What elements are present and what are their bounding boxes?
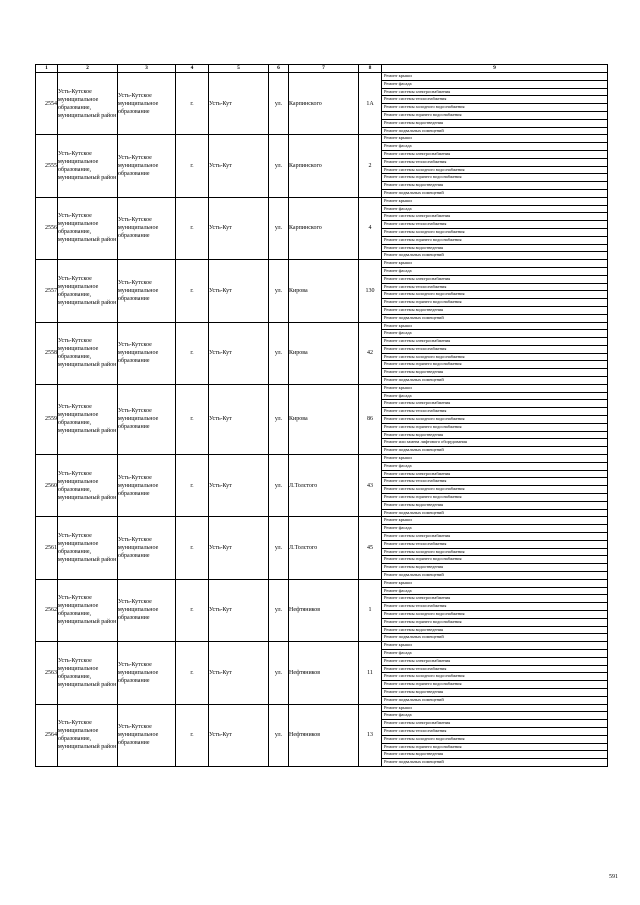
street-type: ул. bbox=[269, 322, 289, 384]
work-item: Ремонт фасада bbox=[382, 712, 607, 720]
work-item: Ремонт системы электроснабжения bbox=[382, 658, 607, 666]
work-item: Ремонт системы горячего водоснабжения bbox=[382, 361, 607, 369]
city-name: Усть-Кут bbox=[209, 455, 269, 517]
city-name: Усть-Кут bbox=[209, 642, 269, 704]
municipal-entity: Усть-Кутское муниципальное образование bbox=[118, 135, 176, 197]
municipality: Усть-Кутское муниципальное образование, муниципальный район bbox=[58, 197, 118, 259]
work-item: Ремонт системы теплоснабжения bbox=[382, 728, 607, 736]
work-item: Ремонт системы электроснабжения bbox=[382, 276, 607, 284]
street-name: Кирова bbox=[289, 384, 359, 454]
work-item: Ремонт системы горячего водоснабжения bbox=[382, 556, 607, 564]
record-number: 2555 bbox=[36, 135, 58, 197]
locality-type: г. bbox=[176, 260, 209, 322]
work-item: Ремонт системы горячего водоснабжения bbox=[382, 744, 607, 752]
municipal-entity: Усть-Кутское муниципальное образование bbox=[118, 517, 176, 579]
work-item: Ремонт системы холодного водоснабжения bbox=[382, 673, 607, 681]
work-item: Ремонт системы холодного водоснабжения bbox=[382, 354, 607, 362]
locality-type: г. bbox=[176, 197, 209, 259]
municipal-entity: Усть-Кутское муниципальное образование bbox=[118, 260, 176, 322]
table-row bbox=[36, 260, 608, 322]
work-item: Ремонт системы холодного водоснабжения bbox=[382, 167, 607, 175]
col-header-8: 8 bbox=[359, 65, 382, 73]
work-item: Ремонт системы водоотведения bbox=[382, 182, 607, 190]
street-type: ул. bbox=[269, 517, 289, 579]
col-header-2: 2 bbox=[58, 65, 118, 73]
municipal-entity: Усть-Кутское муниципальное образование bbox=[118, 579, 176, 641]
work-item: Ремонт системы теплоснабжения bbox=[382, 346, 607, 354]
work-item: Ремонт подвальных помещений bbox=[384, 447, 444, 453]
municipal-entity: Усть-Кутское муниципальное образование bbox=[118, 642, 176, 704]
work-item: Ремонт системы электроснабжения bbox=[382, 89, 607, 97]
table-row bbox=[36, 322, 608, 384]
street-type: ул. bbox=[269, 704, 289, 766]
work-item: Ремонт крыши bbox=[382, 73, 607, 81]
works-list bbox=[382, 73, 608, 135]
work-item: Ремонт системы теплоснабжения bbox=[382, 603, 607, 611]
municipality: Усть-Кутское муниципальное образование, муниципальный район bbox=[58, 704, 118, 766]
work-item: Ремонт системы электроснабжения bbox=[382, 471, 607, 479]
work-item: Ремонт системы холодного водоснабжения bbox=[382, 416, 607, 424]
municipal-entity: Усть-Кутское муниципальное образование bbox=[118, 73, 176, 135]
house-number: 45 bbox=[359, 517, 382, 579]
work-item: Ремонт системы водоотведения bbox=[382, 307, 607, 315]
municipal-entity: Усть-Кутское муниципальное образование bbox=[118, 455, 176, 517]
locality-type: г. bbox=[176, 579, 209, 641]
work-item: Ремонт системы теплоснабжения bbox=[382, 221, 607, 229]
work-item: Ремонт системы теплоснабжения bbox=[382, 666, 607, 674]
works-list bbox=[382, 704, 608, 766]
work-item: Ремонт системы горячего водоснабжения bbox=[382, 494, 607, 502]
works-list bbox=[382, 642, 608, 704]
work-item: Ремонт системы горячего водоснабжения bbox=[382, 681, 607, 689]
table-row bbox=[36, 642, 608, 704]
work-item: Ремонт или замена лифтового оборудования bbox=[382, 439, 607, 447]
col-header-1: 1 bbox=[36, 65, 58, 73]
municipality: Усть-Кутское муниципальное образование, муниципальный район bbox=[58, 455, 118, 517]
work-item: Ремонт системы горячего водоснабжения bbox=[382, 619, 607, 627]
work-item: Ремонт системы теплоснабжения bbox=[382, 541, 607, 549]
work-item: Ремонт системы водоотведения bbox=[382, 689, 607, 697]
work-item: Ремонт фасада bbox=[382, 463, 607, 471]
record-number: 2561 bbox=[36, 517, 58, 579]
work-item: Ремонт системы холодного водоснабжения bbox=[382, 611, 607, 619]
work-item: Ремонт подвальных помещений bbox=[384, 377, 444, 383]
locality-type: г. bbox=[176, 322, 209, 384]
table-body bbox=[36, 73, 608, 767]
municipality: Усть-Кутское муниципальное образование, муниципальный район bbox=[58, 642, 118, 704]
city-name: Усть-Кут bbox=[209, 704, 269, 766]
work-item: Ремонт фасада bbox=[382, 588, 607, 596]
work-item: Ремонт подвальных помещений bbox=[384, 314, 444, 320]
municipality: Усть-Кутское муниципальное образование, муниципальный район bbox=[58, 260, 118, 322]
municipality: Усть-Кутское муниципальное образование, муниципальный район bbox=[58, 517, 118, 579]
work-item: Ремонт системы теплоснабжения bbox=[382, 159, 607, 167]
work-item: Ремонт системы теплоснабжения bbox=[382, 408, 607, 416]
work-item: Ремонт фасада bbox=[382, 143, 607, 151]
col-header-6: 6 bbox=[269, 65, 289, 73]
work-item: Ремонт крыши bbox=[382, 260, 607, 268]
city-name: Усть-Кут bbox=[209, 260, 269, 322]
table-row bbox=[36, 517, 608, 579]
street-name: Л.Толстого bbox=[289, 517, 359, 579]
house-number: 11 bbox=[359, 642, 382, 704]
work-item: Ремонт системы электроснабжения bbox=[382, 151, 607, 159]
municipal-entity: Усть-Кутское муниципальное образование bbox=[118, 197, 176, 259]
work-item: Ремонт системы водоотведения bbox=[382, 751, 607, 759]
works-list bbox=[382, 517, 608, 579]
street-name: Нефтяников bbox=[289, 704, 359, 766]
street-type: ул. bbox=[269, 642, 289, 704]
work-item: Ремонт системы электроснабжения bbox=[382, 595, 607, 603]
work-item: Ремонт крыши bbox=[382, 705, 607, 713]
work-item: Ремонт системы холодного водоснабжения bbox=[382, 486, 607, 494]
street-type: ул. bbox=[269, 455, 289, 517]
record-number: 2560 bbox=[36, 455, 58, 517]
work-item: Ремонт системы водоотведения bbox=[382, 432, 607, 440]
municipality: Усть-Кутское муниципальное образование, муниципальный район bbox=[58, 579, 118, 641]
record-number: 2559 bbox=[36, 384, 58, 454]
city-name: Усть-Кут bbox=[209, 322, 269, 384]
work-item: Ремонт системы теплоснабжения bbox=[382, 284, 607, 292]
city-name: Усть-Кут bbox=[209, 384, 269, 454]
work-item: Ремонт системы водоотведения bbox=[382, 502, 607, 510]
work-item: Ремонт системы горячего водоснабжения bbox=[382, 174, 607, 182]
work-item: Ремонт системы холодного водоснабжения bbox=[382, 104, 607, 112]
work-item: Ремонт подвальных помещений bbox=[384, 252, 444, 258]
street-name: Карпинского bbox=[289, 73, 359, 135]
col-header-4: 4 bbox=[176, 65, 209, 73]
table-row bbox=[36, 704, 608, 766]
city-name: Усть-Кут bbox=[209, 73, 269, 135]
municipal-entity: Усть-Кутское муниципальное образование bbox=[118, 322, 176, 384]
locality-type: г. bbox=[176, 642, 209, 704]
work-item: Ремонт системы холодного водоснабжения bbox=[382, 291, 607, 299]
work-item: Ремонт подвальных помещений bbox=[384, 572, 444, 577]
work-item: Ремонт крыши bbox=[382, 323, 607, 331]
street-type: ул. bbox=[269, 384, 289, 454]
house-number: 1 bbox=[359, 579, 382, 641]
work-item: Ремонт системы теплоснабжения bbox=[382, 478, 607, 486]
municipality: Усть-Кутское муниципальное образование, муниципальный район bbox=[58, 322, 118, 384]
municipality: Усть-Кутское муниципальное образование, муниципальный район bbox=[58, 384, 118, 454]
work-item: Ремонт подвальных помещений bbox=[384, 696, 444, 702]
record-number: 2558 bbox=[36, 322, 58, 384]
table-row bbox=[36, 135, 608, 197]
record-number: 2564 bbox=[36, 704, 58, 766]
work-item: Ремонт фасада bbox=[382, 650, 607, 658]
house-number: 86 bbox=[359, 384, 382, 454]
work-item: Ремонт подвальных помещений bbox=[384, 509, 444, 515]
work-item: Ремонт фасада bbox=[382, 268, 607, 276]
street-type: ул. bbox=[269, 135, 289, 197]
table-row bbox=[36, 579, 608, 641]
work-item: Ремонт системы горячего водоснабжения bbox=[382, 299, 607, 307]
locality-type: г. bbox=[176, 704, 209, 766]
work-item: Ремонт системы электроснабжения bbox=[382, 720, 607, 728]
page-number: 591 bbox=[609, 874, 618, 880]
works-list bbox=[382, 455, 608, 517]
street-name: Нефтяников bbox=[289, 642, 359, 704]
work-item: Ремонт крыши bbox=[382, 385, 607, 393]
work-item: Ремонт крыши bbox=[382, 455, 607, 463]
street-name: Карпинского bbox=[289, 197, 359, 259]
record-number: 2563 bbox=[36, 642, 58, 704]
municipality: Усть-Кутское муниципальное образование, муниципальный район bbox=[58, 135, 118, 197]
work-item: Ремонт системы электроснабжения bbox=[382, 213, 607, 221]
locality-type: г. bbox=[176, 73, 209, 135]
house-number: 2 bbox=[359, 135, 382, 197]
street-name: Нефтяников bbox=[289, 579, 359, 641]
works-list bbox=[382, 260, 608, 322]
house-number: 13 bbox=[359, 704, 382, 766]
house-number: 1А bbox=[359, 73, 382, 135]
work-item: Ремонт крыши bbox=[382, 135, 607, 143]
register-table bbox=[35, 64, 608, 767]
work-item: Ремонт системы холодного водоснабжения bbox=[382, 736, 607, 744]
work-item: Ремонт подвальных помещений bbox=[384, 759, 444, 765]
street-name: Кирова bbox=[289, 260, 359, 322]
work-item: Ремонт системы холодного водоснабжения bbox=[382, 549, 607, 557]
work-item: Ремонт системы теплоснабжения bbox=[382, 96, 607, 104]
work-item: Ремонт подвальных помещений bbox=[384, 189, 444, 195]
work-item: Ремонт крыши bbox=[382, 517, 607, 525]
street-type: ул. bbox=[269, 197, 289, 259]
street-name: Л.Толстого bbox=[289, 455, 359, 517]
house-number: 130 bbox=[359, 260, 382, 322]
city-name: Усть-Кут bbox=[209, 197, 269, 259]
table-row bbox=[36, 384, 608, 454]
work-item: Ремонт системы водоотведения bbox=[382, 627, 607, 635]
work-item: Ремонт системы электроснабжения bbox=[382, 400, 607, 408]
record-number: 2562 bbox=[36, 579, 58, 641]
house-number: 43 bbox=[359, 455, 382, 517]
work-item: Ремонт системы электроснабжения bbox=[382, 533, 607, 541]
house-number: 4 bbox=[359, 197, 382, 259]
work-item: Ремонт системы электроснабжения bbox=[382, 338, 607, 346]
col-header-5: 5 bbox=[209, 65, 269, 73]
work-item: Ремонт системы горячего водоснабжения bbox=[382, 112, 607, 120]
city-name: Усть-Кут bbox=[209, 517, 269, 579]
table-row bbox=[36, 197, 608, 259]
street-type: ул. bbox=[269, 260, 289, 322]
municipality: Усть-Кутское муниципальное образование, муниципальный район bbox=[58, 73, 118, 135]
works-list bbox=[382, 384, 608, 454]
work-item: Ремонт фасада bbox=[382, 330, 607, 338]
work-item: Ремонт системы водоотведения bbox=[382, 245, 607, 253]
work-item: Ремонт системы водоотведения bbox=[382, 120, 607, 128]
col-header-7: 7 bbox=[289, 65, 359, 73]
works-list bbox=[382, 322, 608, 384]
work-item: Ремонт крыши bbox=[382, 198, 607, 206]
work-item: Ремонт системы горячего водоснабжения bbox=[382, 237, 607, 245]
table-row bbox=[36, 73, 608, 135]
city-name: Усть-Кут bbox=[209, 579, 269, 641]
house-number: 42 bbox=[359, 322, 382, 384]
street-name: Кирова bbox=[289, 322, 359, 384]
work-item: Ремонт системы водоотведения bbox=[382, 369, 607, 377]
works-list bbox=[382, 197, 608, 259]
work-item: Ремонт фасада bbox=[382, 206, 607, 214]
work-item: Ремонт крыши bbox=[382, 642, 607, 650]
street-name: Карпинского bbox=[289, 135, 359, 197]
table-row bbox=[36, 455, 608, 517]
work-item: Ремонт фасада bbox=[382, 525, 607, 533]
works-list bbox=[382, 135, 608, 197]
header-row bbox=[36, 65, 608, 73]
municipal-entity: Усть-Кутское муниципальное образование bbox=[118, 704, 176, 766]
col-header-3: 3 bbox=[118, 65, 176, 73]
work-item: Ремонт системы водоотведения bbox=[382, 564, 607, 572]
street-type: ул. bbox=[269, 73, 289, 135]
works-list bbox=[382, 579, 608, 641]
record-number: 2557 bbox=[36, 260, 58, 322]
locality-type: г. bbox=[176, 135, 209, 197]
locality-type: г. bbox=[176, 455, 209, 517]
work-item: Ремонт фасада bbox=[382, 393, 607, 401]
work-item: Ремонт системы горячего водоснабжения bbox=[382, 424, 607, 432]
municipal-entity: Усть-Кутское муниципальное образование bbox=[118, 384, 176, 454]
record-number: 2556 bbox=[36, 197, 58, 259]
col-header-9: 9 bbox=[382, 65, 608, 73]
record-number: 2554 bbox=[36, 73, 58, 135]
work-item: Ремонт фасада bbox=[382, 81, 607, 89]
locality-type: г. bbox=[176, 517, 209, 579]
work-item: Ремонт подвальных помещений bbox=[384, 634, 444, 640]
work-item: Ремонт крыши bbox=[382, 580, 607, 588]
locality-type: г. bbox=[176, 384, 209, 454]
street-type: ул. bbox=[269, 579, 289, 641]
city-name: Усть-Кут bbox=[209, 135, 269, 197]
work-item: Ремонт подвальных помещений bbox=[384, 127, 444, 133]
work-item: Ремонт системы холодного водоснабжения bbox=[382, 229, 607, 237]
